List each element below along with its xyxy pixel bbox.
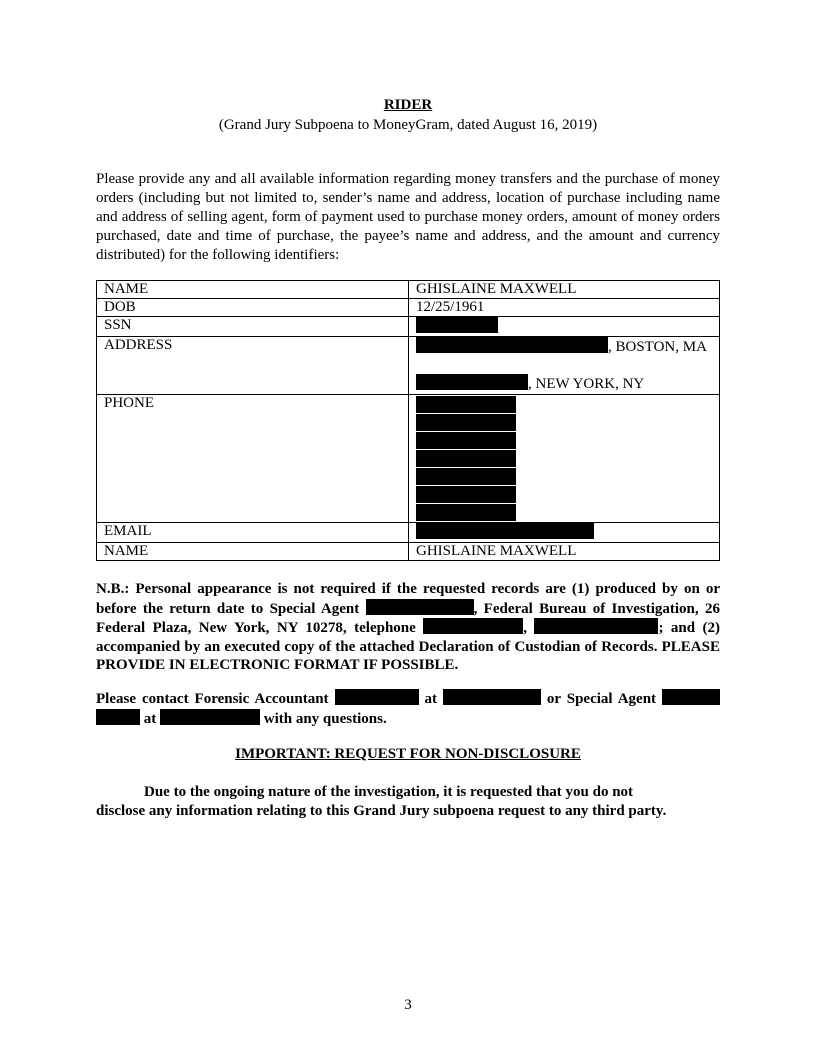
nb-text: ,: [523, 620, 535, 636]
intro-paragraph: Please provide any and all available information regarding money transfers and the purchase of money orders (including but not limited to, sender’s name and address, location of purchase including name and address of selling agent, form of payment used to purchase money orders, amount of money orders purchased, date and time of purchase, the payee’s name and address, and the amount and currency distributed) for the following identifiers:: [96, 171, 720, 263]
identifiers-table: [96, 280, 720, 561]
contact-paragraph: [96, 689, 720, 729]
table-row: [97, 395, 720, 523]
contact-text: or Special Agent: [540, 691, 662, 707]
redaction-block: [416, 450, 516, 467]
address-line-1: [416, 337, 712, 357]
redaction-block: [416, 504, 516, 521]
redaction-block: [416, 486, 516, 503]
nondisclosure-heading: IMPORTANT: REQUEST FOR NON-DISCLOSURE: [235, 746, 581, 762]
phone-label: PHONE: [97, 395, 409, 523]
phone-redactions: [416, 396, 516, 521]
redaction-block: [416, 337, 608, 353]
redaction-block: [416, 396, 516, 413]
redaction-block: [366, 599, 474, 615]
redaction-block: [534, 618, 658, 634]
redaction-block: [662, 689, 720, 705]
redaction-block: [416, 523, 594, 539]
name2-value: GHISLAINE MAXWELL: [409, 543, 720, 561]
redaction-block: [416, 414, 516, 431]
email-label: EMAIL: [97, 523, 409, 543]
redaction-block: [416, 468, 516, 485]
dob-value: 12/25/1961: [409, 299, 720, 317]
address-line-2: [416, 374, 712, 394]
address-city-1: , BOSTON, MA: [608, 339, 707, 355]
nb-text: N.B.: Personal appearance is not required if the requested records are (1) produced by on or before the return date to Special Agent: [96, 581, 720, 617]
table-row: [97, 281, 720, 299]
page-number: 3: [404, 997, 412, 1013]
rider-subtitle: (Grand Jury Subpoena to MoneyGram, dated August 16, 2019): [218, 117, 598, 133]
contact-text: with any questions.: [260, 711, 387, 727]
table-row: [97, 523, 720, 543]
dob-label: DOB: [97, 299, 409, 317]
contact-text: Please contact Forensic Accountant: [96, 691, 335, 707]
redaction-block: [443, 689, 541, 705]
contact-text: at: [418, 691, 443, 707]
redaction-block: [416, 317, 498, 333]
name2-label: NAME: [97, 543, 409, 561]
phone-value: [409, 395, 720, 523]
email-value: [409, 523, 720, 543]
address-value: [409, 337, 720, 395]
redaction-block: [423, 618, 523, 634]
rider-title: RIDER: [383, 97, 433, 113]
redaction-block: [160, 709, 260, 725]
redaction-block: [96, 709, 140, 725]
nb-paragraph: [96, 580, 720, 675]
address-label: ADDRESS: [97, 337, 409, 395]
contact-text: at: [140, 711, 160, 727]
name-label: NAME: [97, 281, 409, 299]
redaction-block: [335, 689, 419, 705]
address-city-2: , NEW YORK, NY: [528, 376, 645, 392]
nb-text: ; and (2) accompanied by an executed copy of the attached Declaration of Custodian of Records. PLEASE PROVIDE IN ELECTRONIC FORMAT IF POSSIBLE.: [96, 620, 721, 673]
ssn-label: SSN: [97, 317, 409, 337]
redaction-block: [416, 432, 516, 449]
table-row: [97, 543, 720, 561]
table-row: [97, 317, 720, 337]
name-value: GHISLAINE MAXWELL: [409, 281, 720, 299]
redaction-block: [416, 374, 528, 390]
nb-text: , Federal Bureau of Investigation, 26 Federal Plaza, New York, NY 10278, telephone: [96, 600, 720, 636]
table-row: [97, 337, 720, 395]
nondisclosure-line-2: disclose any information relating to this Grand Jury subpoena request to any third party.: [96, 803, 667, 819]
table-row: [97, 299, 720, 317]
ssn-value: [409, 317, 720, 337]
nondisclosure-line-1: Due to the ongoing nature of the investigation, it is requested that you do not: [144, 784, 634, 800]
